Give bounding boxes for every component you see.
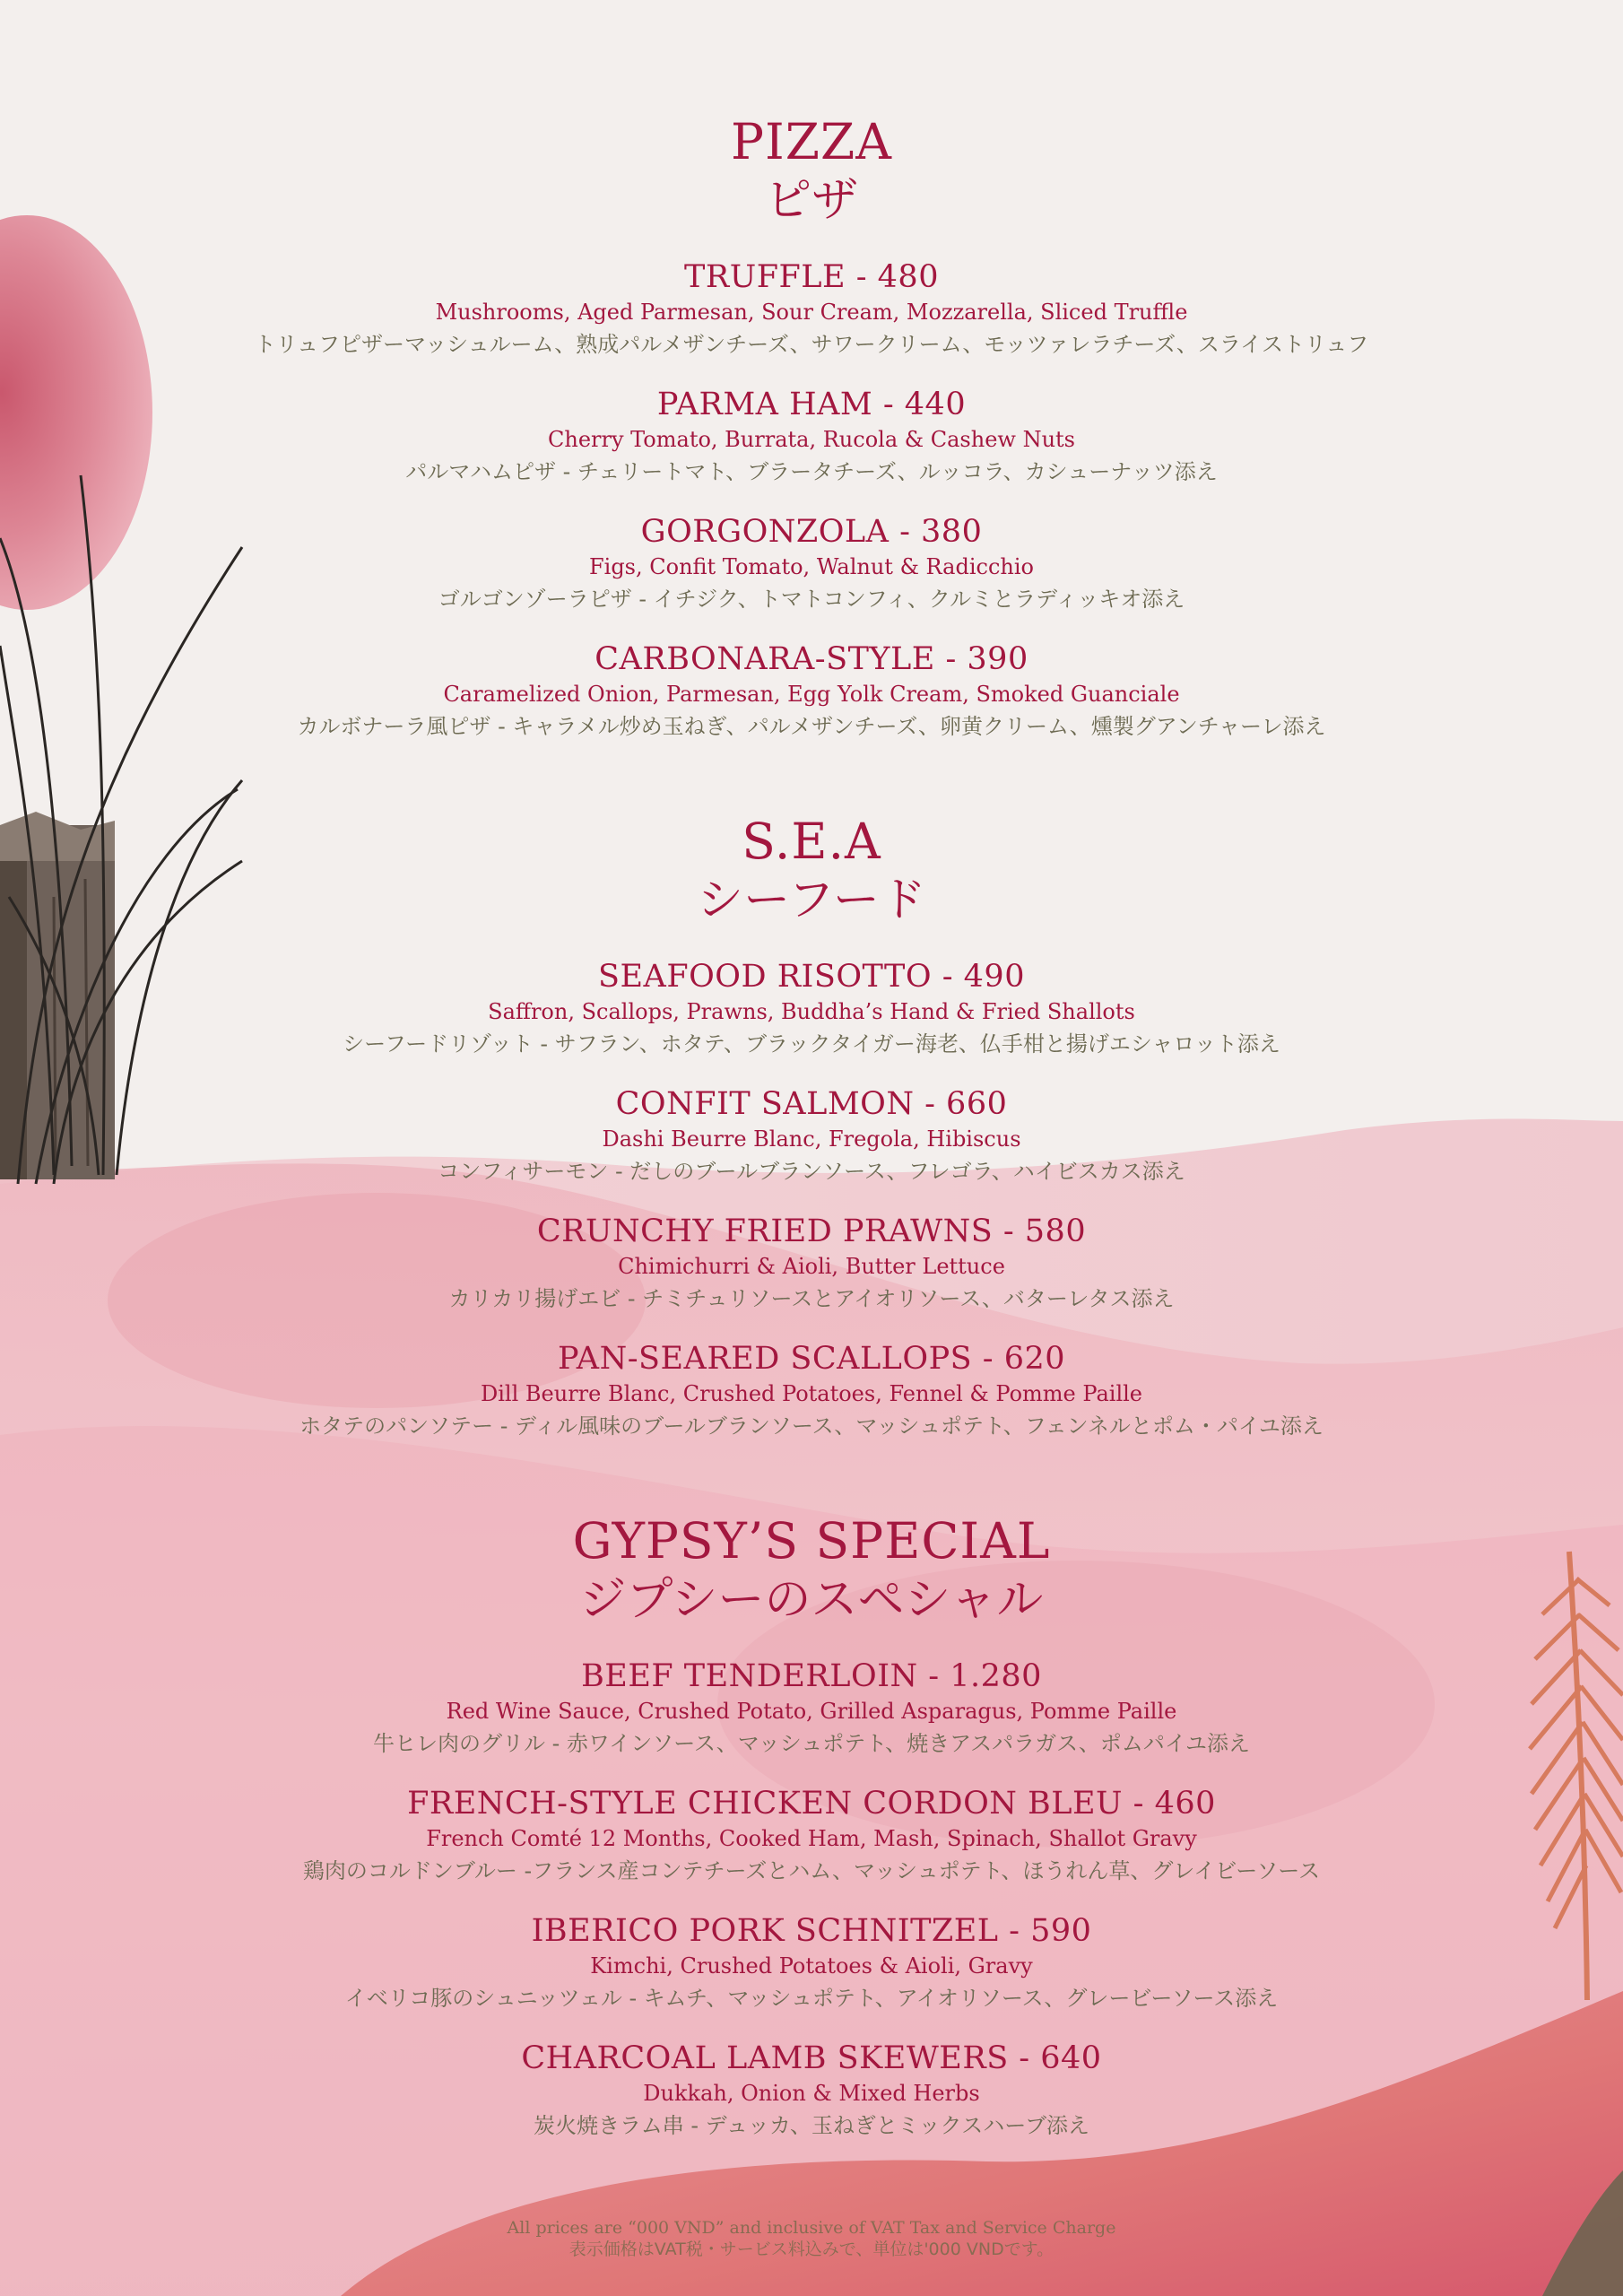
menu-item (206, 1212, 1417, 1316)
menu-item (206, 385, 1417, 489)
item-description-japanese: トリュフピザーマッシュルーム、熟成パルメザンチーズ、サワークリーム、モッツァレラチーズ、スライストリュフ (254, 332, 1369, 357)
item-name: IBERICO PORK SCHNITZEL - 590 (531, 1913, 1092, 1949)
menu-item (206, 1657, 1417, 1761)
item-description: Dashi Beurre Blanc, Fregola, Hibiscus (602, 1126, 1021, 1152)
item-description-japanese: パルマハムピザ - チェリートマト、ブラータチーズ、ルッコラ、カシューナッツ添え (405, 459, 1218, 484)
item-name: CARBONARA-STYLE - 390 (595, 641, 1028, 677)
item-description: Chimichurri & Aioli, Butter Lettuce (618, 1254, 1005, 1279)
item-name: SEAFOOD RISOTTO - 490 (598, 959, 1025, 995)
item-description-japanese: 炭火焼きラム串 - デュッカ、玉ねぎとミックスハーブ添え (533, 2113, 1090, 2138)
item-name: FRENCH-STYLE CHICKEN CORDON BLEU - 460 (407, 1786, 1216, 1822)
item-name: TRUFFLE - 480 (684, 259, 939, 295)
item-description: Mushrooms, Aged Parmesan, Sour Cream, Mozzarella, Sliced Truffle (435, 300, 1188, 325)
menu-item (206, 1911, 1417, 2015)
item-description-japanese: コンフィサーモン - だしのブールブランソース、フレゴラ、ハイビスカス添え (438, 1159, 1185, 1184)
menu-item (206, 957, 1417, 1061)
item-description: Cherry Tomato, Burrata, Rucola & Cashew Nuts (548, 427, 1075, 452)
item-description-japanese: シーフードリゾット - サフラン、ホタテ、ブラックタイガー海老、仏手柑と揚げエシャロット添え (343, 1031, 1280, 1057)
section-title-japanese: ジプシーのスペシャル (579, 1573, 1044, 1627)
menu (206, 112, 1417, 2211)
item-name: PARMA HAM - 440 (656, 387, 967, 422)
menu-item (206, 639, 1417, 744)
item-name: CONFIT SALMON - 660 (615, 1086, 1008, 1122)
item-description: Figs, Confit Tomato, Walnut & Radicchio (588, 554, 1034, 579)
item-name: CHARCOAL LAMB SKEWERS - 640 (521, 2040, 1102, 2076)
menu-item (206, 1084, 1417, 1188)
item-description: Caramelized Onion, Parmesan, Egg Yolk Cream, Smoked Guanciale (443, 682, 1180, 707)
menu-section-sea (206, 812, 1417, 1443)
menu-item (206, 2039, 1417, 2143)
price-note-japanese: 表示価格はVAT税・サービス料込みで、単位は'000 VNDです。 (568, 2239, 1055, 2259)
item-description-japanese: イベリコ豚のシュニッツェル - キムチ、マッシュポテト、アイオリソース、グレービーソース添え (344, 1986, 1279, 2011)
section-title: GYPSY’S SPECIAL (572, 1512, 1051, 1570)
item-description-japanese: 鶏肉のコルドンブルー -フランス産コンテチーズとハム、マッシュポテト、ほうれん草、グレイビーソース (302, 1858, 1321, 1883)
section-title: PIZZA (731, 113, 892, 170)
item-name: BEEF TENDERLOIN - 1.280 (581, 1658, 1042, 1694)
menu-item (206, 512, 1417, 616)
item-description-japanese: ホタテのパンソテー - ディル風味のブールブランソース、マッシュポテト、フェンネルとポム・パイユ添え (299, 1413, 1324, 1439)
item-description: Red Wine Sauce, Crushed Potato, Grilled Asparagus, Pomme Paille (446, 1699, 1177, 1724)
item-description: Dill Beurre Blanc, Crushed Potatoes, Fennel & Pomme Paille (481, 1381, 1142, 1406)
item-description-japanese: ゴルゴンゾーラピザ - イチジク、トマトコンフィ、クルミとラディッキオ添え (438, 587, 1185, 612)
price-note-english: All prices are “000 VND” and inclusive of VAT Tax and Service Charge (507, 2218, 1116, 2238)
section-title-japanese: ピザ (764, 174, 858, 228)
menu-item (206, 1784, 1417, 1888)
menu-section-pizza (206, 112, 1417, 744)
item-description-japanese: 牛ヒレ肉のグリル - 赤ワインソース、マッシュポテト、焼きアスパラガス、ポムパイユ添え (373, 1731, 1250, 1756)
menu-item (206, 1339, 1417, 1443)
item-description-japanese: カルボナーラ風ピザ - キャラメル炒め玉ねぎ、パルメザンチーズ、卵黄クリーム、燻製グアンチャーレ添え (297, 714, 1326, 739)
item-name: GORGONZOLA - 380 (640, 514, 983, 550)
item-name: CRUNCHY FRIED PRAWNS - 580 (536, 1213, 1087, 1249)
watercolor-circle (0, 215, 152, 610)
item-description: Saffron, Scallops, Prawns, Buddha’s Hand & Fried Shallots (488, 999, 1135, 1024)
item-description-japanese: カリカリ揚げエビ - チミチュリソースとアイオリソース、バターレタス添え (448, 1286, 1175, 1311)
menu-item (206, 257, 1417, 361)
menu-section-gypsys-special (206, 1511, 1417, 2143)
section-title-japanese: シーフード (697, 874, 926, 927)
price-note (206, 2217, 1417, 2260)
item-description: French Comté 12 Months, Cooked Ham, Mash, Spinach, Shallot Gravy (426, 1826, 1197, 1851)
item-name: PAN-SEARED SCALLOPS - 620 (557, 1341, 1066, 1377)
item-description: Kimchi, Crushed Potatoes & Aioli, Gravy (590, 1953, 1033, 1979)
section-title: S.E.A (742, 813, 881, 870)
item-description: Dukkah, Onion & Mixed Herbs (643, 2081, 980, 2106)
